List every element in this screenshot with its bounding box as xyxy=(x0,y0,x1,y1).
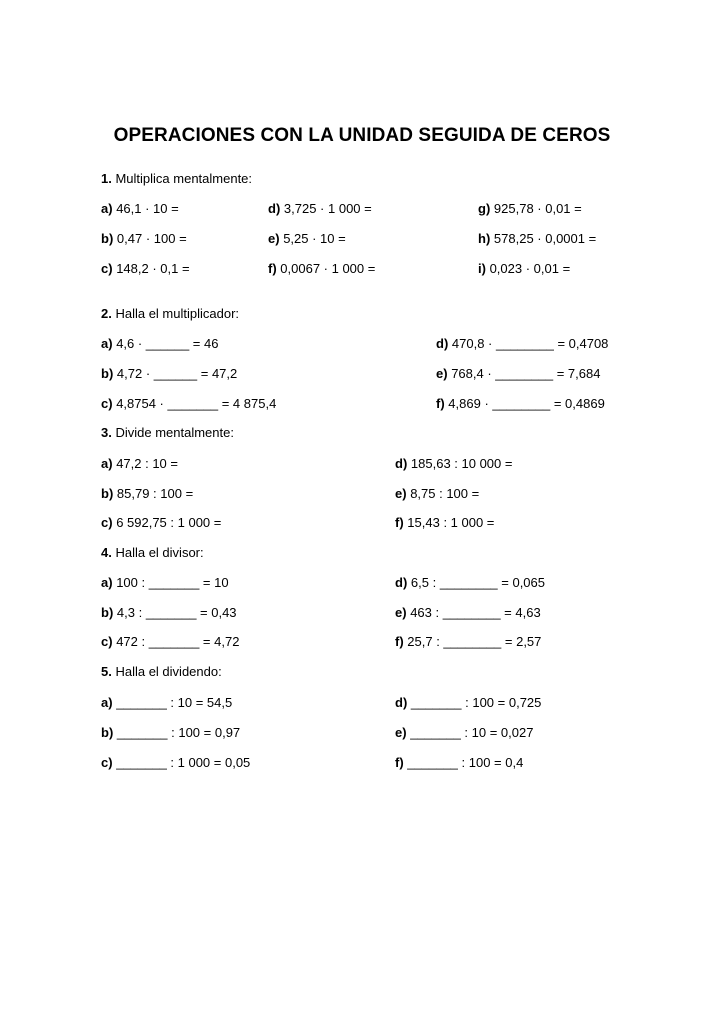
item-text: 4,72 · ______ = 47,2 xyxy=(116,366,238,381)
item-letter: a) xyxy=(101,695,113,710)
item-letter: f) xyxy=(268,261,277,276)
exercise-1e xyxy=(268,231,346,246)
section-5-heading xyxy=(101,664,222,679)
item-letter: c) xyxy=(101,634,113,649)
item-text: 768,4 · ________ = 7,684 xyxy=(451,366,601,381)
exercise-5f xyxy=(395,755,523,770)
section-3-heading xyxy=(101,425,234,440)
item-text: 470,8 · ________ = 0,4708 xyxy=(451,336,609,351)
item-letter: e) xyxy=(395,605,407,620)
item-letter: b) xyxy=(101,725,114,740)
item-letter: h) xyxy=(478,231,491,246)
item-letter: b) xyxy=(101,366,114,381)
item-letter: c) xyxy=(101,755,113,770)
item-letter: d) xyxy=(436,336,449,351)
section-number: 4. xyxy=(101,545,112,560)
item-text: _______ : 100 = 0,725 xyxy=(410,695,542,710)
exercise-4b xyxy=(101,605,237,620)
page-title: OPERACIONES CON LA UNIDAD SEGUIDA DE CEROS xyxy=(113,125,611,146)
exercise-1h xyxy=(478,231,596,246)
section-2-heading xyxy=(101,306,239,321)
section-1-heading xyxy=(101,171,252,186)
item-text: 47,2 : 10 = xyxy=(116,456,178,471)
item-text: 463 : ________ = 4,63 xyxy=(410,605,541,620)
item-text: 0,0067 · 1 000 = xyxy=(280,261,376,276)
exercise-1d xyxy=(268,201,372,216)
item-text: 0,023 · 0,01 = xyxy=(489,261,571,276)
item-letter: e) xyxy=(436,366,448,381)
exercise-2d xyxy=(436,336,608,351)
exercise-2a xyxy=(101,336,218,351)
exercise-3c xyxy=(101,515,221,530)
item-letter: b) xyxy=(101,605,114,620)
section-number: 1. xyxy=(101,171,112,186)
item-text: 0,47 · 100 = xyxy=(116,231,187,246)
item-text: 3,725 · 1 000 = xyxy=(283,201,372,216)
item-text: 185,63 : 10 000 = xyxy=(410,456,513,471)
exercise-3d xyxy=(395,456,512,471)
section-number: 3. xyxy=(101,425,112,440)
item-letter: a) xyxy=(101,575,113,590)
item-text: _______ : 10 = 0,027 xyxy=(410,725,534,740)
exercise-2e xyxy=(436,366,600,381)
item-text: 4,869 · ________ = 0,4869 xyxy=(448,396,605,411)
item-letter: d) xyxy=(268,201,281,216)
exercise-3a xyxy=(101,456,178,471)
item-text: 925,78 · 0,01 = xyxy=(493,201,582,216)
item-letter: e) xyxy=(268,231,280,246)
item-letter: c) xyxy=(101,515,113,530)
exercise-2c xyxy=(101,396,276,411)
item-text: 4,6 · ______ = 46 xyxy=(116,336,219,351)
exercise-1a xyxy=(101,201,179,216)
item-letter: e) xyxy=(395,725,407,740)
exercise-2b xyxy=(101,366,237,381)
section-instruction: Halla el divisor: xyxy=(115,545,204,560)
exercise-3b xyxy=(101,486,193,501)
exercise-5a xyxy=(101,695,232,710)
item-letter: c) xyxy=(101,396,113,411)
item-letter: f) xyxy=(395,755,404,770)
item-text: 4,3 : _______ = 0,43 xyxy=(116,605,237,620)
item-letter: a) xyxy=(101,456,113,471)
section-number: 2. xyxy=(101,306,112,321)
item-text: 148,2 · 0,1 = xyxy=(116,261,190,276)
exercise-1g xyxy=(478,201,582,216)
item-text: 46,1 · 10 = xyxy=(116,201,179,216)
section-instruction: Multiplica mentalmente: xyxy=(115,171,253,186)
item-letter: f) xyxy=(395,515,404,530)
section-instruction: Halla el multiplicador: xyxy=(115,306,240,321)
exercise-5d xyxy=(395,695,541,710)
exercise-5b xyxy=(101,725,240,740)
exercise-3f xyxy=(395,515,494,530)
item-letter: d) xyxy=(395,575,408,590)
item-letter: c) xyxy=(101,261,113,276)
section-instruction: Halla el dividendo: xyxy=(115,664,222,679)
exercise-4f xyxy=(395,634,541,649)
section-4-heading xyxy=(101,545,204,560)
exercise-1f xyxy=(268,261,375,276)
item-text: 6 592,75 : 1 000 = xyxy=(116,515,222,530)
item-letter: d) xyxy=(395,456,408,471)
item-text: _______ : 100 = 0,97 xyxy=(116,725,241,740)
item-letter: b) xyxy=(101,486,114,501)
item-text: _______ : 100 = 0,4 xyxy=(407,755,524,770)
exercise-5e xyxy=(395,725,533,740)
exercise-1b xyxy=(101,231,187,246)
item-text: 15,43 : 1 000 = xyxy=(407,515,495,530)
item-letter: d) xyxy=(395,695,408,710)
item-text: _______ : 1 000 = 0,05 xyxy=(116,755,251,770)
item-text: 5,25 · 10 = xyxy=(283,231,346,246)
item-text: 578,25 · 0,0001 = xyxy=(493,231,597,246)
exercise-1c xyxy=(101,261,190,276)
item-letter: f) xyxy=(436,396,445,411)
item-text: 472 : _______ = 4,72 xyxy=(116,634,240,649)
exercise-2f xyxy=(436,396,605,411)
exercise-4a xyxy=(101,575,229,590)
section-number: 5. xyxy=(101,664,112,679)
item-letter: f) xyxy=(395,634,404,649)
exercise-4e xyxy=(395,605,541,620)
exercise-4d xyxy=(395,575,545,590)
exercise-4c xyxy=(101,634,239,649)
item-letter: g) xyxy=(478,201,491,216)
exercise-3e xyxy=(395,486,479,501)
section-instruction: Divide mentalmente: xyxy=(115,425,234,440)
item-letter: a) xyxy=(101,336,113,351)
item-text: 25,7 : ________ = 2,57 xyxy=(407,634,542,649)
item-letter: e) xyxy=(395,486,407,501)
item-text: 4,8754 · _______ = 4 875,4 xyxy=(116,396,277,411)
item-text: 8,75 : 100 = xyxy=(410,486,480,501)
item-text: _______ : 10 = 54,5 xyxy=(116,695,233,710)
item-letter: i) xyxy=(478,261,486,276)
exercise-1i xyxy=(478,261,570,276)
item-text: 6,5 : ________ = 0,065 xyxy=(410,575,546,590)
exercise-5c xyxy=(101,755,250,770)
item-letter: a) xyxy=(101,201,113,216)
item-text: 100 : _______ = 10 xyxy=(116,575,229,590)
item-text: 85,79 : 100 = xyxy=(116,486,194,501)
item-letter: b) xyxy=(101,231,114,246)
